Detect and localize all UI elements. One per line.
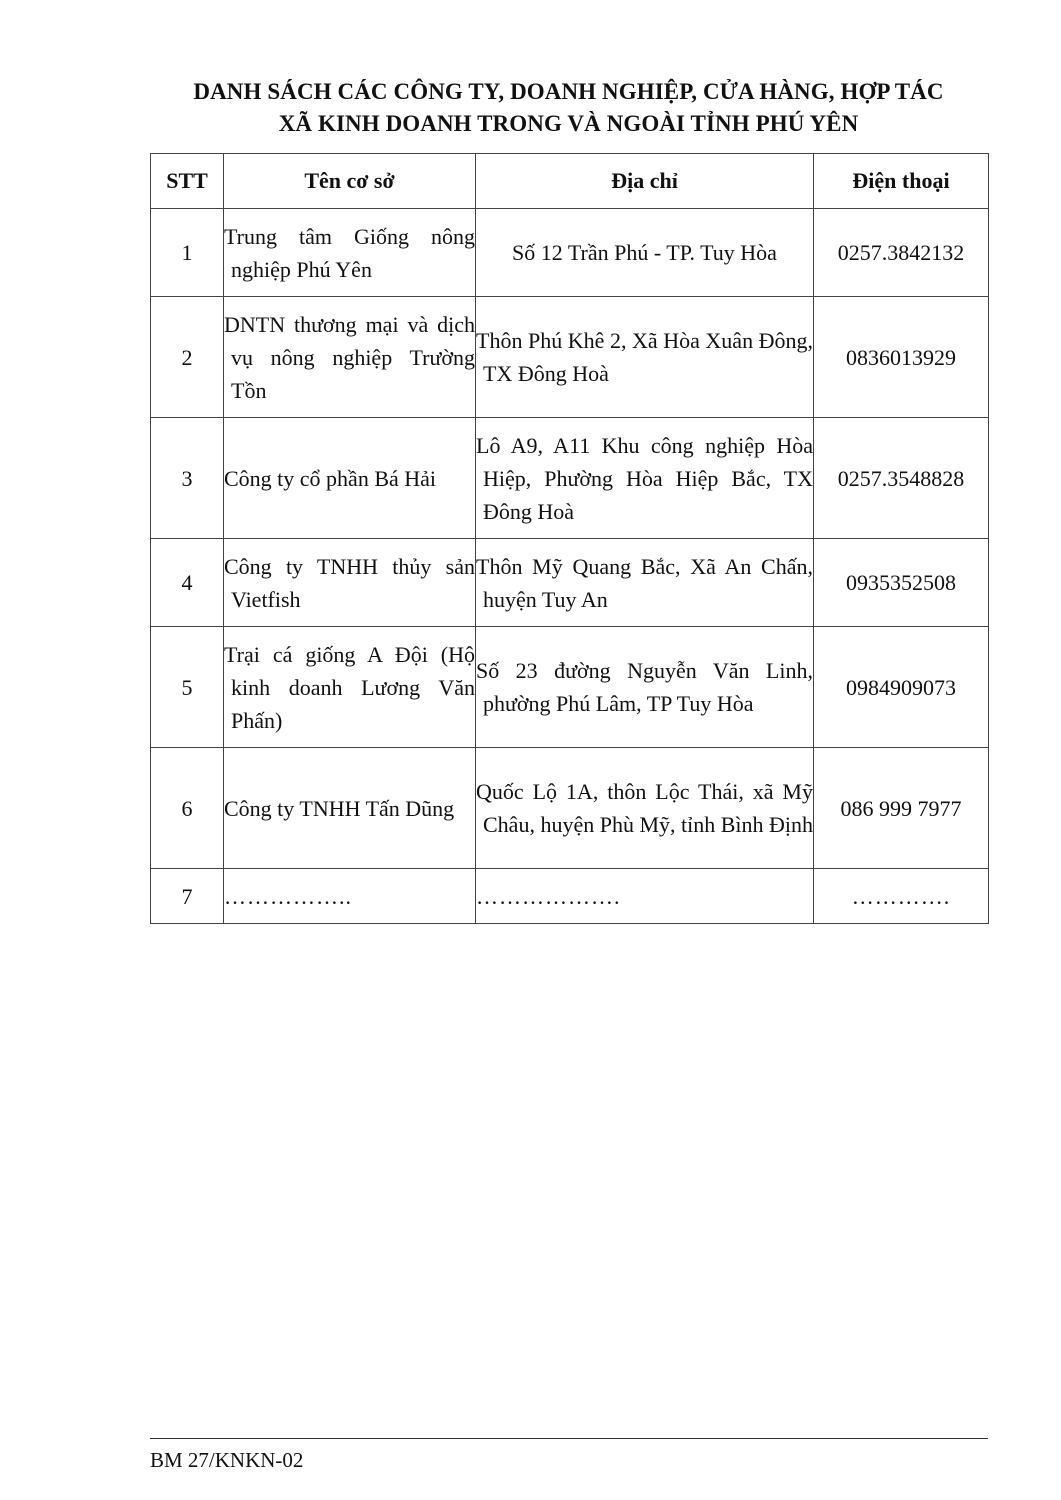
cell-phone	[814, 869, 989, 924]
cell-name	[224, 539, 476, 627]
cell-address-text: Thôn Mỹ Quang Bắc, Xã An Chấn, huyện Tuy An	[476, 553, 813, 612]
table-row	[151, 209, 989, 297]
cell-address-text: Số 12 Trần Phú - TP. Tuy Hòa	[512, 240, 777, 265]
cell-address	[476, 297, 814, 418]
table-header-row	[151, 154, 989, 209]
title-line-2: XÃ KINH DOANH TRONG VÀ NGOÀI TỈNH PHÚ YÊN	[278, 111, 859, 136]
cell-name-text: Trung tâm Giống nông nghiệp Phú Yên	[224, 223, 475, 282]
cell-address	[476, 869, 814, 924]
cell-name	[224, 869, 476, 924]
table-row	[151, 418, 989, 539]
cell-stt: 6	[151, 748, 224, 869]
header-name: Tên cơ sở	[224, 154, 476, 209]
cell-phone: 0257.3842132	[814, 209, 989, 297]
cell-address	[476, 748, 814, 869]
cell-name-text: Công ty TNHH Tấn Dũng	[224, 795, 455, 821]
cell-stt: 1	[151, 209, 224, 297]
cell-phone: 0257.3548828	[814, 418, 989, 539]
cell-name	[224, 418, 476, 539]
cell-name-text: Trại cá giống A Đội (Hộ kinh doanh Lương Văn Phấn)	[224, 641, 475, 733]
table-row	[151, 869, 989, 924]
table-row	[151, 297, 989, 418]
cell-phone-placeholder: ………….	[851, 883, 951, 909]
cell-address-text: Thôn Phú Khê 2, Xã Hòa Xuân Đông, TX Đông Hoà	[476, 328, 813, 386]
footer-divider	[150, 1438, 988, 1439]
cell-address	[476, 209, 814, 297]
header-stt: STT	[151, 154, 224, 209]
title-line-1: DANH SÁCH CÁC CÔNG TY, DOANH NGHIỆP, CỬA HÀNG, HỢP TÁC	[193, 79, 944, 104]
document-title	[150, 76, 987, 140]
table-row	[151, 748, 989, 869]
table-row	[151, 539, 989, 627]
cell-name	[224, 748, 476, 869]
cell-stt: 3	[151, 418, 224, 539]
cell-stt: 4	[151, 539, 224, 627]
cell-address	[476, 539, 814, 627]
cell-name-text: Công ty cổ phần Bá Hải	[224, 465, 437, 491]
cell-stt: 7	[151, 869, 224, 924]
cell-stt: 5	[151, 627, 224, 748]
cell-name-placeholder: ……………..	[224, 883, 352, 909]
header-address: Địa chỉ	[476, 154, 814, 209]
cell-name	[224, 627, 476, 748]
header-phone: Điện thoại	[814, 154, 989, 209]
cell-name	[224, 209, 476, 297]
cell-address-text: Số 23 đường Nguyễn Văn Linh, phường Phú Lâm, TP Tuy Hòa	[476, 658, 813, 716]
business-list-table	[150, 153, 989, 924]
cell-address	[476, 627, 814, 748]
cell-phone: 086 999 7977	[814, 748, 989, 869]
table-row	[151, 627, 989, 748]
cell-name-text: Công ty TNHH thủy sản Vietfish	[224, 553, 475, 612]
cell-stt: 2	[151, 297, 224, 418]
cell-name-text: DNTN thương mại và dịch vụ nông nghiệp Trường Tồn	[224, 311, 475, 403]
cell-address-text: Lô A9, A11 Khu công nghiệp Hòa Hiệp, Phường Hòa Hiệp Bắc, TX Đông Hoà	[476, 432, 813, 524]
cell-address-text: Quốc Lộ 1A, thôn Lộc Thái, xã Mỹ Châu, huyện Phù Mỹ, tỉnh Bình Định	[476, 779, 814, 837]
cell-phone: 0836013929	[814, 297, 989, 418]
cell-address-placeholder: ……………….	[476, 883, 621, 909]
cell-name	[224, 297, 476, 418]
cell-phone: 0935352508	[814, 539, 989, 627]
cell-phone: 0984909073	[814, 627, 989, 748]
cell-address	[476, 418, 814, 539]
form-code: BM 27/KNKN-02	[150, 1448, 304, 1472]
